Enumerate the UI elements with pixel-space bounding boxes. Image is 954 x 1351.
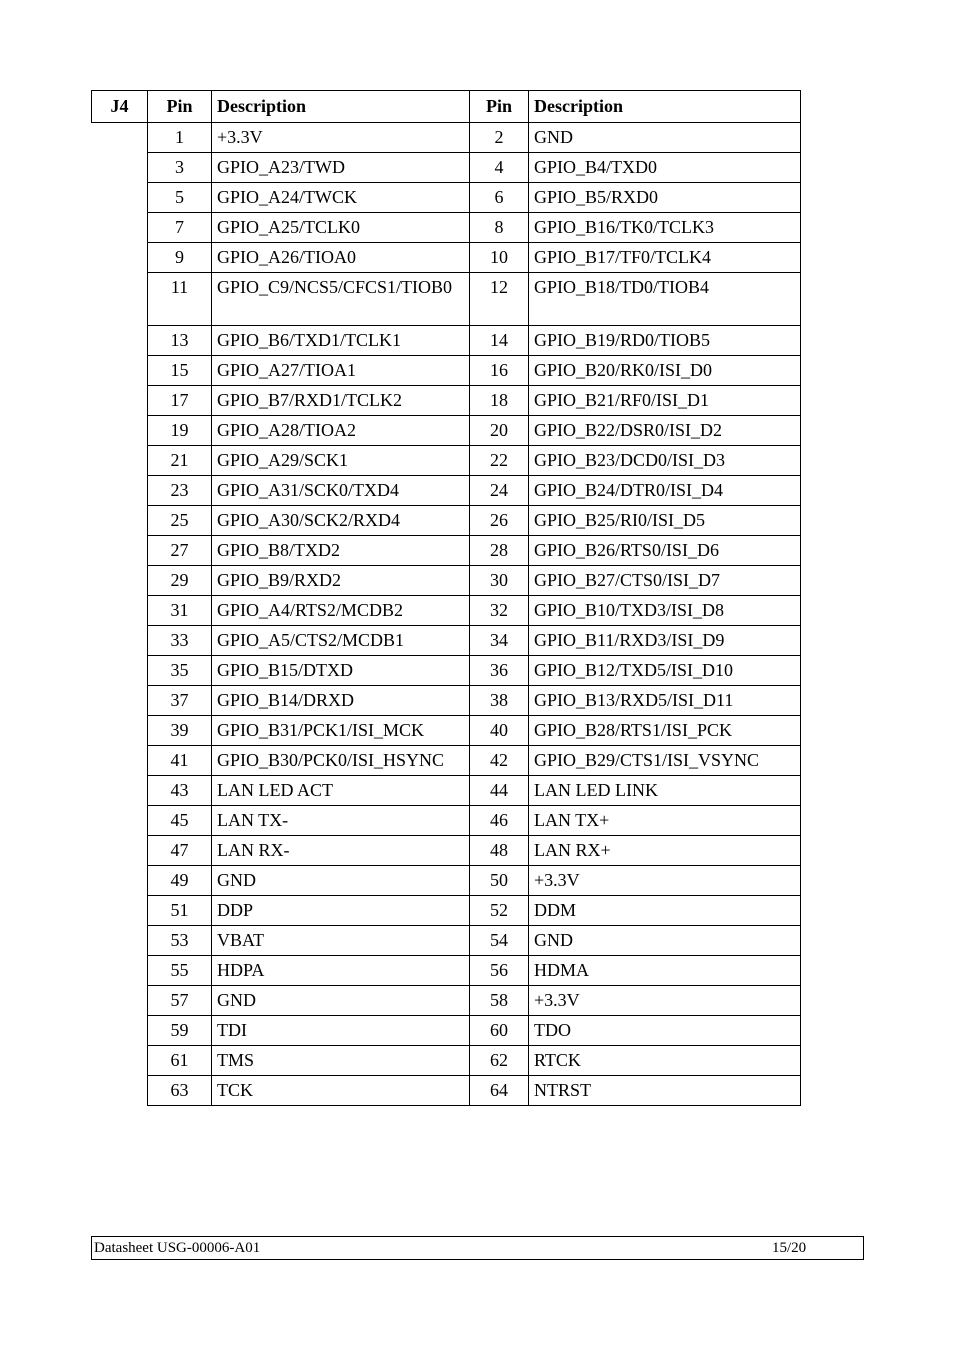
- pin-description-left: LAN TX-: [212, 806, 470, 836]
- pin-number-right: 60: [470, 1016, 529, 1046]
- table-row: [92, 686, 801, 716]
- connector-label: J4: [92, 91, 148, 123]
- table-row: [92, 956, 801, 986]
- pin-number-left: 43: [148, 776, 212, 806]
- connector-spacer-cell: [92, 986, 148, 1016]
- pin-description-left: GPIO_B15/DTXD: [212, 656, 470, 686]
- pin-description-left: TMS: [212, 1046, 470, 1076]
- table-row: [92, 596, 801, 626]
- pin-number-left: 49: [148, 866, 212, 896]
- pin-number-left: 61: [148, 1046, 212, 1076]
- pin-description-right: NTRST: [529, 1076, 801, 1106]
- table-header-row: [92, 91, 801, 123]
- table-row: [92, 626, 801, 656]
- pin-description-right: GPIO_B13/RXD5/ISI_D11: [529, 686, 801, 716]
- pin-description-right: LAN RX+: [529, 836, 801, 866]
- pin-description-left: TCK: [212, 1076, 470, 1106]
- pin-number-left: 59: [148, 1016, 212, 1046]
- connector-spacer-cell: [92, 446, 148, 476]
- pin-number-right: 4: [470, 153, 529, 183]
- connector-spacer-cell: [92, 686, 148, 716]
- table-row: [92, 746, 801, 776]
- connector-spacer-cell: [92, 926, 148, 956]
- pin-number-right: 16: [470, 356, 529, 386]
- table-row: [92, 386, 801, 416]
- pin-description-right: +3.3V: [529, 986, 801, 1016]
- pin-number-left: 25: [148, 506, 212, 536]
- pin-description-left: HDPA: [212, 956, 470, 986]
- connector-spacer-cell: [92, 806, 148, 836]
- pin-number-left: 3: [148, 153, 212, 183]
- connector-spacer-cell: [92, 386, 148, 416]
- pin-description-right: GPIO_B10/TXD3/ISI_D8: [529, 596, 801, 626]
- table-row: [92, 806, 801, 836]
- pin-number-left: 19: [148, 416, 212, 446]
- header-pin-left: Pin: [148, 91, 212, 123]
- pin-description-right: RTCK: [529, 1046, 801, 1076]
- pin-description-left: GPIO_B31/PCK1/ISI_MCK: [212, 716, 470, 746]
- pin-number-right: 46: [470, 806, 529, 836]
- pin-number-right: 6: [470, 183, 529, 213]
- pin-description-left: GPIO_A30/SCK2/RXD4: [212, 506, 470, 536]
- pin-description-right: GND: [529, 123, 801, 153]
- pin-description-right: GPIO_B24/DTR0/ISI_D4: [529, 476, 801, 506]
- document-id: Datasheet USG-00006-A01: [94, 1240, 261, 1256]
- pin-description-left: GND: [212, 866, 470, 896]
- connector-spacer-cell: [92, 273, 148, 326]
- pin-number-left: 21: [148, 446, 212, 476]
- pin-description-right: GPIO_B19/RD0/TIOB5: [529, 326, 801, 356]
- pin-description-right: GPIO_B4/TXD0: [529, 153, 801, 183]
- pin-description-right: DDM: [529, 896, 801, 926]
- table-row: [92, 1016, 801, 1046]
- pin-description-right: GND: [529, 926, 801, 956]
- pin-description-right: GPIO_B11/RXD3/ISI_D9: [529, 626, 801, 656]
- pin-number-right: 32: [470, 596, 529, 626]
- connector-spacer-cell: [92, 656, 148, 686]
- table-row: [92, 836, 801, 866]
- pinout-table: [91, 90, 801, 1106]
- pin-number-left: 53: [148, 926, 212, 956]
- connector-spacer-cell: [92, 536, 148, 566]
- connector-spacer-cell: [92, 776, 148, 806]
- pin-number-left: 41: [148, 746, 212, 776]
- pin-number-left: 47: [148, 836, 212, 866]
- table-row: [92, 273, 801, 326]
- table-row: [92, 896, 801, 926]
- table-row: [92, 716, 801, 746]
- pin-description-right: GPIO_B16/TK0/TCLK3: [529, 213, 801, 243]
- connector-spacer-cell: [92, 626, 148, 656]
- connector-spacer-cell: [92, 153, 148, 183]
- connector-spacer-cell: [92, 836, 148, 866]
- pin-description-right: GPIO_B25/RI0/ISI_D5: [529, 506, 801, 536]
- pin-description-left: GPIO_A26/TIOA0: [212, 243, 470, 273]
- table-row: [92, 1076, 801, 1106]
- pin-number-right: 30: [470, 566, 529, 596]
- pin-number-right: 12: [470, 273, 529, 326]
- table-row: [92, 926, 801, 956]
- connector-spacer-cell: [92, 183, 148, 213]
- connector-spacer-cell: [92, 896, 148, 926]
- pin-number-right: 44: [470, 776, 529, 806]
- pin-number-left: 27: [148, 536, 212, 566]
- pin-description-left: DDP: [212, 896, 470, 926]
- pin-number-left: 13: [148, 326, 212, 356]
- pin-number-left: 5: [148, 183, 212, 213]
- pin-description-right: GPIO_B5/RXD0: [529, 183, 801, 213]
- pin-description-right: GPIO_B18/TD0/TIOB4: [529, 273, 801, 326]
- pin-description-left: GND: [212, 986, 470, 1016]
- pin-number-left: 23: [148, 476, 212, 506]
- pin-number-left: 1: [148, 123, 212, 153]
- pin-description-left: +3.3V: [212, 123, 470, 153]
- pin-number-right: 64: [470, 1076, 529, 1106]
- pin-number-right: 20: [470, 416, 529, 446]
- pin-description-left: LAN LED ACT: [212, 776, 470, 806]
- pin-number-left: 17: [148, 386, 212, 416]
- connector-spacer-cell: [92, 716, 148, 746]
- connector-spacer-cell: [92, 566, 148, 596]
- connector-spacer-cell: [92, 596, 148, 626]
- pin-number-right: 50: [470, 866, 529, 896]
- pin-description-left: LAN RX-: [212, 836, 470, 866]
- connector-spacer-cell: [92, 1016, 148, 1046]
- pin-number-left: 7: [148, 213, 212, 243]
- pin-number-right: 2: [470, 123, 529, 153]
- pin-number-right: 14: [470, 326, 529, 356]
- table-row: [92, 986, 801, 1016]
- connector-spacer-cell: [92, 1076, 148, 1106]
- pin-number-left: 37: [148, 686, 212, 716]
- table-row: [92, 183, 801, 213]
- pin-description-right: LAN TX+: [529, 806, 801, 836]
- table-row: [92, 416, 801, 446]
- header-description-left: Description: [212, 91, 470, 123]
- pin-description-right: GPIO_B21/RF0/ISI_D1: [529, 386, 801, 416]
- connector-spacer-cell: [92, 506, 148, 536]
- pin-description-left: GPIO_A28/TIOA2: [212, 416, 470, 446]
- connector-spacer-cell: [92, 243, 148, 273]
- table-row: [92, 326, 801, 356]
- pin-number-left: 55: [148, 956, 212, 986]
- pin-description-left: GPIO_B8/TXD2: [212, 536, 470, 566]
- pin-description-left: GPIO_A31/SCK0/TXD4: [212, 476, 470, 506]
- pin-number-right: 40: [470, 716, 529, 746]
- connector-spacer-cell: [92, 1046, 148, 1076]
- pin-number-right: 28: [470, 536, 529, 566]
- pin-description-left: TDI: [212, 1016, 470, 1046]
- pin-description-left: GPIO_A25/TCLK0: [212, 213, 470, 243]
- connector-spacer-cell: [92, 123, 148, 153]
- pin-description-right: GPIO_B26/RTS0/ISI_D6: [529, 536, 801, 566]
- table-row: [92, 866, 801, 896]
- pin-description-left: GPIO_A27/TIOA1: [212, 356, 470, 386]
- pin-number-right: 18: [470, 386, 529, 416]
- pin-description-right: LAN LED LINK: [529, 776, 801, 806]
- connector-spacer-cell: [92, 476, 148, 506]
- pin-number-left: 35: [148, 656, 212, 686]
- table-row: [92, 446, 801, 476]
- pin-number-left: 11: [148, 273, 212, 326]
- table-row: [92, 213, 801, 243]
- connector-spacer-cell: [92, 866, 148, 896]
- pin-description-left: GPIO_B14/DRXD: [212, 686, 470, 716]
- pin-number-left: 15: [148, 356, 212, 386]
- pin-description-left: GPIO_B6/TXD1/TCLK1: [212, 326, 470, 356]
- pin-description-right: HDMA: [529, 956, 801, 986]
- pin-description-right: GPIO_B29/CTS1/ISI_VSYNC: [529, 746, 801, 776]
- page-footer: [91, 1236, 864, 1260]
- pin-number-right: 36: [470, 656, 529, 686]
- pin-number-left: 9: [148, 243, 212, 273]
- pin-number-right: 42: [470, 746, 529, 776]
- pin-number-left: 33: [148, 626, 212, 656]
- pin-number-right: 10: [470, 243, 529, 273]
- pin-number-left: 29: [148, 566, 212, 596]
- pin-number-right: 8: [470, 213, 529, 243]
- table-row: [92, 536, 801, 566]
- pin-description-right: GPIO_B22/DSR0/ISI_D2: [529, 416, 801, 446]
- pin-description-right: TDO: [529, 1016, 801, 1046]
- pin-number-right: 26: [470, 506, 529, 536]
- pin-description-right: GPIO_B20/RK0/ISI_D0: [529, 356, 801, 386]
- pin-description-left: GPIO_A23/TWD: [212, 153, 470, 183]
- pin-description-left: GPIO_A29/SCK1: [212, 446, 470, 476]
- pin-number-right: 38: [470, 686, 529, 716]
- pin-description-left: GPIO_A24/TWCK: [212, 183, 470, 213]
- pin-description-left: GPIO_B7/RXD1/TCLK2: [212, 386, 470, 416]
- pin-description-left: GPIO_B9/RXD2: [212, 566, 470, 596]
- pin-number-right: 62: [470, 1046, 529, 1076]
- pin-description-right: GPIO_B12/TXD5/ISI_D10: [529, 656, 801, 686]
- page-number: 15/20: [772, 1240, 807, 1256]
- pin-description-left: GPIO_B30/PCK0/ISI_HSYNC: [212, 746, 470, 776]
- pin-number-right: 48: [470, 836, 529, 866]
- table-row: [92, 776, 801, 806]
- pin-number-left: 39: [148, 716, 212, 746]
- pin-number-right: 34: [470, 626, 529, 656]
- table-row: [92, 243, 801, 273]
- pin-description-right: +3.3V: [529, 866, 801, 896]
- table-row: [92, 123, 801, 153]
- header-description-right: Description: [529, 91, 801, 123]
- pin-description-left: GPIO_C9/NCS5/CFCS1/TIOB0: [212, 273, 470, 326]
- pin-number-left: 45: [148, 806, 212, 836]
- pin-number-left: 57: [148, 986, 212, 1016]
- table-row: [92, 356, 801, 386]
- connector-spacer-cell: [92, 213, 148, 243]
- pin-number-right: 58: [470, 986, 529, 1016]
- pin-description-left: VBAT: [212, 926, 470, 956]
- pin-description-left: GPIO_A4/RTS2/MCDB2: [212, 596, 470, 626]
- connector-spacer-cell: [92, 956, 148, 986]
- pin-number-right: 52: [470, 896, 529, 926]
- connector-spacer-cell: [92, 746, 148, 776]
- pin-number-left: 31: [148, 596, 212, 626]
- pin-number-right: 56: [470, 956, 529, 986]
- header-pin-right: Pin: [470, 91, 529, 123]
- table-row: [92, 506, 801, 536]
- table-row: [92, 153, 801, 183]
- connector-spacer-cell: [92, 356, 148, 386]
- pin-number-left: 63: [148, 1076, 212, 1106]
- pin-number-right: 54: [470, 926, 529, 956]
- table-row: [92, 566, 801, 596]
- pin-description-right: GPIO_B17/TF0/TCLK4: [529, 243, 801, 273]
- connector-spacer-cell: [92, 416, 148, 446]
- pin-description-right: GPIO_B28/RTS1/ISI_PCK: [529, 716, 801, 746]
- pin-number-right: 22: [470, 446, 529, 476]
- pin-description-left: GPIO_A5/CTS2/MCDB1: [212, 626, 470, 656]
- pin-number-right: 24: [470, 476, 529, 506]
- table-row: [92, 656, 801, 686]
- table-row: [92, 1046, 801, 1076]
- pin-number-left: 51: [148, 896, 212, 926]
- pin-description-right: GPIO_B23/DCD0/ISI_D3: [529, 446, 801, 476]
- pin-description-right: GPIO_B27/CTS0/ISI_D7: [529, 566, 801, 596]
- table-row: [92, 476, 801, 506]
- connector-spacer-cell: [92, 326, 148, 356]
